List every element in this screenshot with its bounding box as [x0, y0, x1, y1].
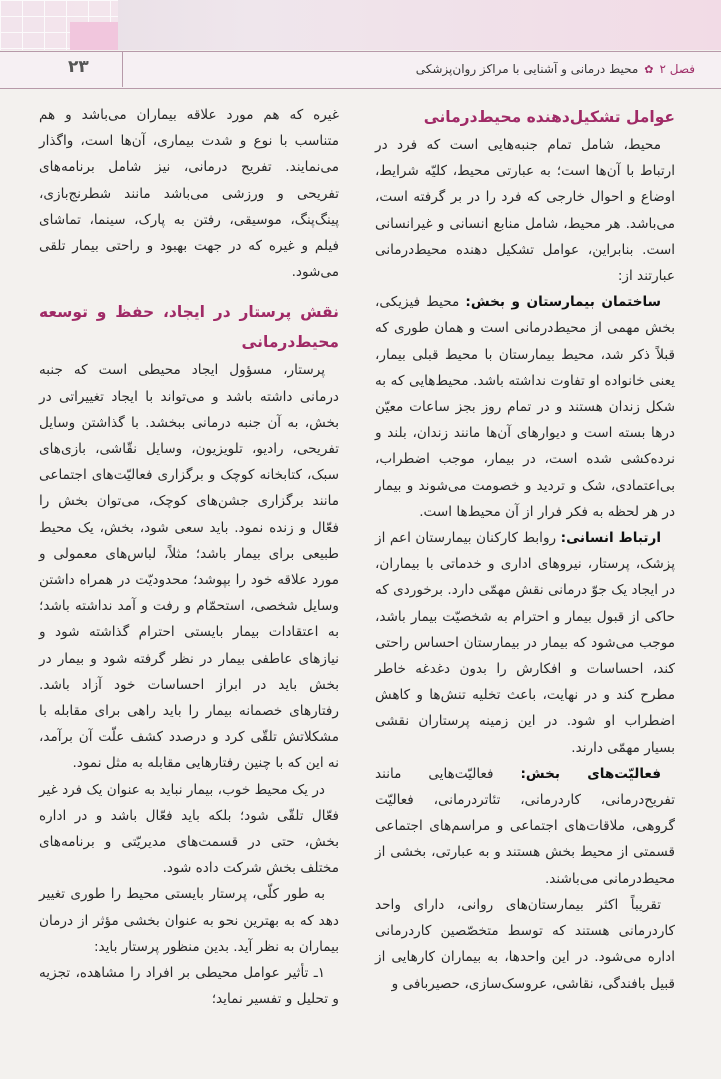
wards-paragraph: تقریباً اکثر بیمارستان‌های روانی، دارای واحد کاردرمانی هستند که توسط متخصّصین کاردرمانی اداره می‌شود. در این واحدها، به بیماران کارهایی از قبیل بافندگی، نقاشی، عروسک‌سازی، حصیربافی و — [375, 896, 675, 992]
chapter-label: فصل ۲ — [659, 62, 695, 76]
building-title: ساختمان بیمارستان و بخش: — [465, 294, 661, 311]
left-column — [39, 102, 339, 1013]
activities-paragraph — [375, 761, 675, 892]
nurse-paragraph-3: به طور کلّی، پرستار بایستی محیط را طوری تغییر دهد که به بهترین نحو به عنوان بخشی مؤثر از درمان بیماران به نظر آید. بدین منظور پرستار باید: — [39, 886, 339, 955]
human-text: روابط کارکنان بیمارستان اعم از پزشک، پرستار، نیروهای اداری و خدماتی با بیماران، در ایجاد یک جوّ درمانی نقش مهمّی دارد. برخوردی که حاکی از قبول بیمار و احترام به شخصیّت بیمار باشد، موجب می‌شود که بیمار در بیمارستان احساس راحتی کند، احساسات و افکارش را بدون دغدغه خاطر مطرح کند و در نهایت، باعث تخلیه تنش‌ها و کاهش اضطراب او شود. در این زمینه پرستاران نقشی بسیار مهمّی دارند. — [375, 530, 675, 756]
right-column — [375, 102, 675, 997]
nurse-paragraph-2: در یک محیط خوب، بیمار نباید به عنوان یک فرد غیر فعّال تلقّی شود؛ بلکه باید فعّال باشد و در اداره بخش، حتی در قسمت‌های مدیریّتی و برنامه‌های مختلف بخش شرکت داده شود. — [39, 781, 339, 877]
page-number: ۲۳ — [68, 57, 89, 77]
activities-title: فعالیّت‌های بخش: — [520, 765, 661, 782]
header-decoration-block — [70, 22, 118, 50]
activities-text: فعالیّت‌هایی مانند تفریح‌درمانی، کاردرمانی، تئاتردرمانی، فعالیّت گروهی، ملاقات‌های اجتماعی و مراسم‌های اجتماعی قسمتی از محیط بخش هستند و به عبارتی، بخشی از محیط‌درمانی می‌باشند. — [375, 765, 675, 887]
section-heading-factors: عوامل تشکیل‌دهنده محیط‌درمانی — [423, 108, 675, 126]
building-paragraph — [375, 289, 675, 525]
building-text: محیط فیزیکی، بخش مهمی از محیط‌درمانی است و همان طوری که قبلاً ذکر شد، محیط بیمارستان با محیط قبلی بیمار، یعنی خانواده او تفاوت نداشته باشد. محیط‌هایی که به شکل زندان هستند و در تمام روز بجز ساعات معیّن درها بسته است و دیوارهای آن‌ها مانند زندان، بلند و نرده‌کشی شده است، در بیمار، موجب اضطراب، بی‌اعتمادی، شک و تردید و خصومت می‌شوند و بیمار در هر لحظه به فکر فرار از آن محیط‌ها است. — [375, 294, 675, 520]
intro-paragraph: محیط، شامل تمام جنبه‌هایی است که فرد در ارتباط با آن‌ها است؛ به عبارتی محیط، کلیّه شرایط، اوضاع و احوال خارجی که فرد را در بر گرفته است، می‌باشد. هر محیط، شامل منابع انسانی و غیرانسانی است. بنابراین، عوامل تشکیل دهنده محیط‌درمانی عبارتند از: — [375, 137, 675, 285]
nurse-paragraph-1: پرستار، مسؤول ایجاد محیطی است که جنبه درمانی داشته باشد و می‌تواند با ایجاد تغییراتی در بخش، به آن جنبه درمانی ببخشد. با گذاشتن وسایل تفریحی، رادیو، تلویزیون، وسایل نقّاشی، بازی‌های سبک، کتابخانه کوچک و برگزاری فعالیّت‌های اجتماعی مانند برگزاری جشن‌های کوچک، می‌توان بخش را فعّال و زنده نمود. باید سعی شود، بخش، یک محیط طبیعی برای بیمار باشد؛ مثلاً، لباس‌های معمولی و مورد علاقه خود را بپوشد؛ محدودیّت در همراه داشتن وسایل شخصی، استحمّام و رفت و آمد نداشته باشد؛ به اعتقادات بیمار بایستی احترام گذاشته شود و نیازهای عاطفی بیمار در نظر گرفته شود و بیمار در بخش باید در ابراز احساسات خود آزاد باشد. رفتارهای خصمانه بیمار را باید راهی برای مقابله با مشکلاتش تلقّی کرد و درصدد کشف علّت آن برآمد، نه این که با چنین رفتارهایی مقابله به مثل نمود. — [39, 362, 339, 772]
chapter-title: محیط درمانی و آشنایی با مراکز روان‌پزشکی — [415, 62, 639, 76]
flower-icon: ✿ — [644, 63, 654, 76]
list-item: ۱ـ تأثیر عوامل محیطی بر افراد را مشاهده، تجزیه و تحلیل و تفسیر نماید؛ — [39, 965, 339, 1008]
header-divider — [122, 51, 123, 87]
section-heading-nurse-role: نقش پرستار در ایجاد، حفظ و توسعه محیط‌درمانی — [39, 303, 339, 352]
human-title: ارتباط انسانی: — [560, 530, 661, 547]
chapter-heading — [416, 62, 695, 76]
continuation-paragraph: غیره که هم مورد علاقه بیماران می‌باشد و هم متناسب با نوع و شدت بیماری، آن‌ها است، واگذار می‌نمایند. تفریح درمانی، نیز شامل برنامه‌های تفریحی و ورزشی می‌باشد مانند شطرنج‌بازی، پینگ‌پنگ، موسیقی، رفتن به پارک، سینما، تماشای فیلم و غیره که در جهت بهبود و راحتی بیمار تلقی می‌شود. — [39, 107, 339, 281]
human-paragraph — [375, 525, 675, 761]
